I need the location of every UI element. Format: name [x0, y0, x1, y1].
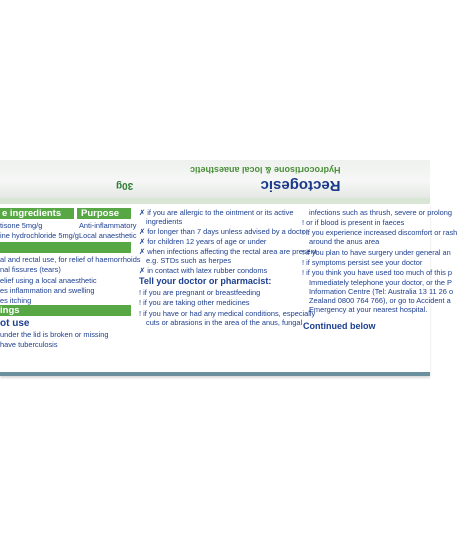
uses-line: elief using a local anaesthetic — [0, 276, 97, 285]
uses-header — [0, 242, 131, 253]
do-not-use-line: under the lid is broken or missing — [0, 330, 109, 339]
active-ingredients-header — [0, 208, 74, 219]
ingredient-name: ine hydrochloride 5mg/g — [0, 231, 79, 240]
right-line: around the anus area — [309, 237, 380, 246]
right-line: ! if you plan to have surgery under general an — [302, 248, 451, 257]
ingredients-header-label: e ingredients — [2, 208, 62, 219]
purpose-value — [79, 231, 137, 240]
right-line: infections such as thrush, severe or prolong — [309, 208, 452, 217]
right-line: Emergency at your nearest hospital. — [309, 305, 428, 314]
right-line: Immediately telephone your doctor, or the P — [309, 278, 452, 287]
uses-line: al and rectal use, for relief of haemorrhoids — [0, 255, 141, 264]
do-not-use-heading: ot use — [0, 318, 30, 329]
tube-band — [0, 160, 430, 198]
right-line: ! if symptoms persist see your doctor — [302, 258, 423, 267]
tell-item: ! if you are taking other medicines — [139, 298, 250, 307]
ingredient-name: tisone 5mg/g — [0, 221, 43, 230]
warning-item: ✗ when infections affecting the rectal area are present — [139, 247, 317, 256]
tube-subtitle: Hydrocortisone & local anaesthetic — [190, 165, 341, 175]
warnings-header-label: ings — [0, 305, 20, 316]
right-line: ! if you experience increased discomfort or rash — [302, 228, 457, 237]
right-line: ! or if blood is present in faeces — [302, 218, 405, 227]
tell-item: ! if you are pregnant or breastfeeding — [139, 288, 261, 297]
purpose-header — [77, 208, 131, 219]
warnings-header — [0, 305, 131, 316]
tell-item: ! if you have or had any medical conditions, especially — [139, 309, 316, 318]
ingredient-row — [0, 231, 79, 240]
purpose-text: Local anaesthetic — [79, 231, 137, 240]
label-panel — [0, 204, 457, 376]
purpose-text: Anti-inflammatory — [79, 221, 137, 230]
uses-line: es itching — [0, 296, 32, 305]
ingredient-row — [0, 221, 42, 230]
warning-item: ✗ in contact with latex rubber condoms — [139, 266, 268, 275]
tube-brand — [190, 165, 341, 194]
uses-line: nal fissures (tears) — [0, 265, 61, 274]
continued-below: Continued below — [303, 321, 376, 331]
right-line: Information Centre (Tel: Australia 13 11 26 o — [309, 287, 454, 296]
uses-line: es inflammation and swelling — [0, 286, 95, 295]
warning-item: ✗ for children 12 years of age or under — [139, 237, 267, 246]
purpose-value — [79, 221, 137, 230]
warning-item: ingredients — [146, 217, 183, 226]
tube-title: Rectogesic — [260, 177, 341, 194]
do-not-use-line: have tuberculosis — [0, 340, 58, 349]
tube-size: 30g — [116, 180, 134, 191]
tell-item: cuts or abrasions in the area of the anus, fungal — [146, 318, 303, 327]
right-line: Zealand 0800 764 766), or go to Accident a — [309, 296, 451, 305]
right-line: ! if you think you have used too much of this p — [302, 268, 452, 277]
warning-item: e.g. STDs such as herpes — [146, 256, 232, 265]
warning-item: ✗ for longer than 7 days unless advised by a doctor — [139, 227, 309, 236]
warning-item: ✗ if you are allergic to the ointment or its active — [139, 208, 294, 217]
tell-doctor-heading: Tell your doctor or pharmacist: — [139, 276, 272, 286]
purpose-header-label: Purpose — [81, 208, 120, 219]
